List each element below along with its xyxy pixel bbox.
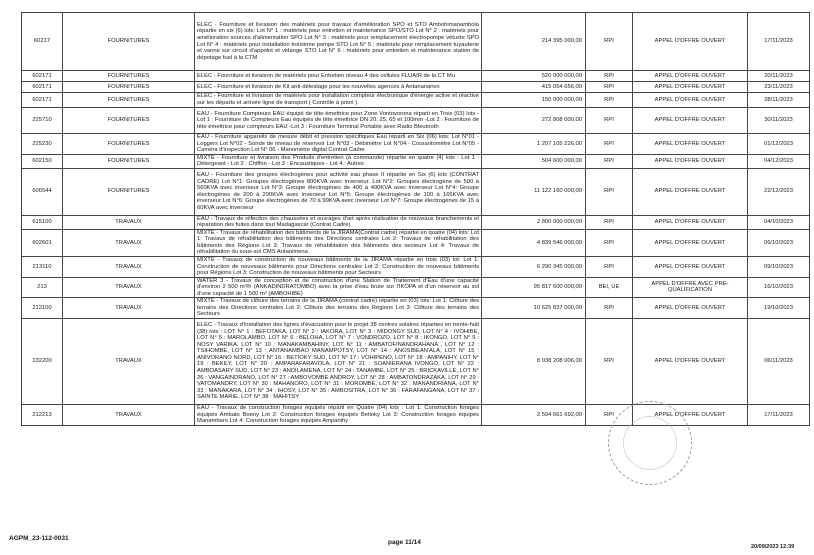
cell-category: TRAVAUX — [63, 215, 195, 229]
cell-amount: 2 800 000 000,00 — [482, 215, 586, 229]
cell-amount: 10 625 837 000,00 — [482, 298, 586, 319]
cell-procedure: APPEL D'OFFRE OUVERT — [633, 134, 748, 155]
cell-account-code: 606544 — [22, 168, 63, 215]
cell-funding-source: BEI, UE — [586, 277, 633, 298]
cell-procedure: APPEL D'OFFRE OUVERT — [633, 229, 748, 256]
table-row — [22, 108, 810, 134]
cell-date: 09/10/2023 — [748, 257, 810, 278]
cell-amount: 272 808 000,00 — [482, 108, 586, 134]
cell-description: ELEC - Fourniture et livraison de matériels pour Entretien niveau 4 des cellules FLUAIR de la CT Mu — [195, 71, 482, 82]
cell-account-code: 602601 — [22, 229, 63, 256]
cell-category: TRAVAUX — [63, 404, 195, 425]
cell-amount: 1 207 105 226,00 — [482, 134, 586, 155]
cell-amount: 8 038 208 006,00 — [482, 318, 586, 404]
cell-procedure: APPEL D'OFFRE OUVERT — [633, 257, 748, 278]
cell-account-code: 212100 — [22, 298, 63, 319]
cell-funding-source: RPI — [586, 298, 633, 319]
table-row — [22, 154, 810, 168]
cell-procedure: APPEL D'OFFRE OUVERT — [633, 318, 748, 404]
cell-date: 20/11/2023 — [748, 71, 810, 82]
cell-category: FOURNITURES — [63, 93, 195, 108]
cell-description: EAU - Fourniture Compteurs EAU équipé de tête émettrice pour Zone Vontovorona réparti en Trois (03) lots -Lot 1 : Fourniture de Compteurs Eau équipés de tête émettrice DN 20, 25, 65 et 100mm -Lot 2 : Fourniture de tête émettrice pour compteurs EAU -Lot 3 : Fourniture Terminal Portable avec Radio Bleutooth — [195, 108, 482, 134]
cell-funding-source: RPI — [586, 134, 633, 155]
cell-procedure: APPEL D'OFFRE OUVERT — [633, 215, 748, 229]
cell-account-code: 602171 — [22, 82, 63, 93]
cell-date: 19/10/2023 — [748, 298, 810, 319]
cell-account-code: 132200 — [22, 318, 63, 404]
cell-description: MIXTE - Travaux de réhabilitation des bâtiments de la JIRAMA(Contrat cadre) répartie en quatre (04) lots: Lot 1: Travaux de réhabilitation des bâtiments des Directions centrales Lot 2: Travaux de réhabilitation des bâtiments des Régions Lot 3: Travaux de réhabilitation des bâtiments des secteurs Lot 4: Travaux de réhabilitation du sous-sol CMS Antanimena — [195, 229, 482, 256]
cell-amount: 214 395 000,00 — [482, 13, 586, 71]
table-row — [22, 134, 810, 155]
cell-amount: 6 290 345 000,00 — [482, 257, 586, 278]
cell-funding-source: RPI — [586, 82, 633, 93]
cell-funding-source: RPI — [586, 229, 633, 256]
table-row — [22, 71, 810, 82]
cell-date: 04/10/2023 — [748, 215, 810, 229]
cell-procedure: APPEL D'OFFRE OUVERT — [633, 93, 748, 108]
cell-date: 04/12/2023 — [748, 154, 810, 168]
table-row — [22, 298, 810, 319]
table-row — [22, 13, 810, 71]
cell-amount: 504 600 000,00 — [482, 154, 586, 168]
cell-amount: 415 054 656,00 — [482, 82, 586, 93]
cell-date: 06/11/2023 — [748, 318, 810, 404]
cell-account-code: 602171 — [22, 71, 63, 82]
table-row — [22, 93, 810, 108]
cell-funding-source: RPI — [586, 93, 633, 108]
cell-category: TRAVAUX — [63, 229, 195, 256]
cell-category: TRAVAUX — [63, 298, 195, 319]
cell-date: 28/11/2023 — [748, 93, 810, 108]
cell-procedure: APPEL D'OFFRE OUVERT — [633, 108, 748, 134]
cell-amount: 95 817 600 000,00 — [482, 277, 586, 298]
document-reference: AGPM_23-112-0031 — [9, 535, 69, 542]
cell-procedure: APPEL D'OFFRE OUVERT — [633, 168, 748, 215]
cell-procedure: APPEL D'OFFRE AVEC PRE-QUALIFICATION — [633, 277, 748, 298]
cell-category: FOURNITURES — [63, 154, 195, 168]
cell-description: ELEC - Fourniture et livraison de Kit anti-délestage pour les nouvelles agences à Antananarivo — [195, 82, 482, 93]
cell-description: EAU - Fourniture des groupes électrogènes pour activité eau phase II répartie en Six (6) lots (CONTRAT CADRE) Lot N°1: Groupes électrogènes 800KVA avec inverseur. Lot N°2: Groupes électrogène de 500 à 560KVA avec inverseur Lot N°3: Groupe électrogènes de 400 à 490KVA avec inverseur Lot N°4: Groupe électrogènes de 200 à 290KVA avec inverseur Lot N°5: Groupe électrogènes de 100 à 165KVA avec inverseur Lot N°6: Groupe électrogènes de 70 à 99KVA avec inverseur Lot N°7: Groupe électrogènes de 15 à 60KVA avec inverseur — [195, 168, 482, 215]
cell-description: EAU - Fourniture appareils de mesure débit et pression spécifiques Eau réparti en Six (06) lots: Lot N°01 - Loggers Lot N°02 - Sonde de niveau de réservoir Lot N°03 - Débimètre Lot N°04 - Courantomètre Lot N°05 - Caméra d'inspection Lot N° 06 - Manomètre digital Contrat Cadre — [195, 134, 482, 155]
cell-category: FOURNITURES — [63, 71, 195, 82]
cell-funding-source: RPI — [586, 71, 633, 82]
cell-account-code: 213110 — [22, 257, 63, 278]
cell-description: EAU - Travaux de réfection des chaussées et ouvrages d'art après réalisation de nouveaux branchements et réparation des fuites dans tout Madagascar (Contrat Cadre) — [195, 215, 482, 229]
cell-category: FOURNITURES — [63, 134, 195, 155]
cell-description: MIXTE - Fourniture et livraison des Produits d'entretien (à commande) répartie en quatre (4) lots : Lot 1 : Détergeant - Lot 2 : Chiffon - Lot 3 : Encaustiques - Lot 4 : Autres — [195, 154, 482, 168]
cell-amount: 11 122 160 000,00 — [482, 168, 586, 215]
procurement-table — [21, 12, 810, 426]
print-datetime: 20/09/2023 12:39 — [751, 544, 795, 550]
cell-funding-source: RPI — [586, 257, 633, 278]
cell-category: FOURNITURES — [63, 13, 195, 71]
cell-funding-source: RPI — [586, 168, 633, 215]
cell-funding-source: RPI — [586, 404, 633, 425]
cell-category: TRAVAUX — [63, 318, 195, 404]
table-row — [22, 82, 810, 93]
cell-procedure: APPEL D'OFFRE OUVERT — [633, 82, 748, 93]
table-row — [22, 404, 810, 425]
cell-funding-source: RPI — [586, 154, 633, 168]
cell-date: 22/12/2023 — [748, 168, 810, 215]
cell-funding-source: RPI — [586, 318, 633, 404]
cell-date: 16/10/2023 — [748, 277, 810, 298]
cell-account-code: 602150 — [22, 154, 63, 168]
cell-date: 06/10/2023 — [748, 229, 810, 256]
table-row — [22, 229, 810, 256]
cell-procedure: APPEL D'OFFRE OUVERT — [633, 154, 748, 168]
cell-account-code: 225710 — [22, 108, 63, 134]
cell-account-code: 212213 — [22, 404, 63, 425]
cell-procedure: APPEL D'OFFRE OUVERT — [633, 13, 748, 71]
cell-description: EAU - Travaux de construction forages équipés réparti en Quatre (04) lots : Lot 1: Construction forages équipés Ambato Boeny Lot 2: Construction forages équipés Betioky Lot 3: Construction forages équipés Manambaro Lot 4: Construction forages équipés Ampanihy — [195, 404, 482, 425]
cell-account-code: 225230 — [22, 134, 63, 155]
cell-description: WATER 3 - Travaux de conception et de construction d'une Station de Traitement d'Eau d'une capacité d'environ 2 500 m³/h (ANKADINDRATOMBO) avec la prise d'eau brute sur l'IKOPA et d'un réservoir au sol d'une capacité de 1 500 m³ (AMBOHIBE) — [195, 277, 482, 298]
cell-category: TRAVAUX — [63, 257, 195, 278]
cell-funding-source: RPI — [586, 215, 633, 229]
cell-category: FOURNITURES — [63, 82, 195, 93]
cell-date: 30/11/2023 — [748, 108, 810, 134]
table-row — [22, 318, 810, 404]
cell-account-code: 602171 — [22, 93, 63, 108]
cell-description: MIXTE - Travaux de clôture des terrains de la JIRAMA (contrat cadre) répartie en (03) lots: Lot 1: Clôture des terrains des Directions centrales Lot 2: Clôture des terrains des Régions Lot 3: Clôture des terrains des Secteurs — [195, 298, 482, 319]
cell-amount: 4 839 546 000,00 — [482, 229, 586, 256]
cell-amount: 2 594 661 692,00 — [482, 404, 586, 425]
cell-amount: 150 000 000,00 — [482, 93, 586, 108]
cell-date: 23/11/2023 — [748, 82, 810, 93]
cell-description: ELEC - Fourniture et livraison de matériels pour installation compteur électronique d'énergie active et réactive sur les départs et arrivée ligne de transport ( Contrôle à priori ). — [195, 93, 482, 108]
table-row — [22, 257, 810, 278]
table-row — [22, 215, 810, 229]
procurement-table-body — [22, 13, 810, 426]
page-number: page 11/14 — [388, 539, 421, 546]
cell-description: ELEC - Fourniture et livraison des matériels pour travaux d'amélioration SPO et STO Ambohimanambola répartie en six (6) lots: Lot N° 1 : matériels pour entretien et maintenance SPO/STO Lot N° 2 : matériels pour amélioration sources d'alimentation SPO Lot N° 3 : matériels pour remplacement électropompe vétuste SPO Lot N° 4 : matériels pour installation troisième pompe STO Lot N° 5 : matériels pour remplacement tuyauterie et vanne sur circuit d'appoint et vidange STO Lot N° 6 : matériels pour entretien et maintenance station de dépotage fuel à la CTM — [195, 13, 482, 71]
cell-category: TRAVAUX — [63, 277, 195, 298]
stamp-seal — [608, 401, 692, 485]
cell-category: FOURNITURES — [63, 168, 195, 215]
cell-procedure: APPEL D'OFFRE OUVERT — [633, 404, 748, 425]
table-row — [22, 277, 810, 298]
cell-account-code: 213 — [22, 277, 63, 298]
table-row — [22, 168, 810, 215]
cell-funding-source: RPI — [586, 13, 633, 71]
cell-category: FOURNITURES — [63, 108, 195, 134]
cell-date: 17/11/2023 — [748, 13, 810, 71]
cell-description: MIXTE - Travaux de construction de nouveaux bâtiments de la JIRAMA répartie en trois (03) lot: Lot 1: Construction de nouveaux bâtiments pour Directions centrales Lot 2: Construction de nouveaux bâtiments pour Régions Lot 3: Construction de nouveaux bâtiments pour Secteurs — [195, 257, 482, 278]
cell-date: 17/11/2023 — [748, 404, 810, 425]
cell-description: ELEC - Travaux d'installation des lignes d'évacuation pour le projet 38 centres solaires réparties en trente-huit (38) lots : LOT N° 1 : BEFOTAKA, LOT N° 2 : IAKORA, LOT N° 3 : MIDONGY SUD, LOT N° 4 : IVOHIBE, LOT N° 5 : MAROLAMBO, LOT N° 6 : BELOHA, LOT N° 7 : VONDROZO, LOT N° 8 : IKONGO, LOT N° 9 : NOSY VARIKA, LOT N° 10 : MANAKAMBAHINY, LOT N° 11 : AMBATOFINANDRAHANA , LOT N° 12 : TSIHOMBE, LOT N° 13 : ANTANAMBAO MANAMPOTSY, LOT N° 14 : ANOSIBEAN'ALA, LOT N° 15 : ANIVORANO NORD, LOT N° 16 : BETIOKY SUD, LOT N° 17 : VOHIPENO, LOT N° 18 : AMPANIHY, LOT N° 19 : BEKILY, LOT N° 20 : AMPARAFARAVOLA, LOT N° 21 : SOANIERANA IVONGO, LOT N° 22 : AMBOASARY SUD, LOT N° 23 : ANDILAMENA, LOT N° 24 : TANAMBE, LOT N° 25 : BRICKAVILLE, LOT N° 26 : VANGAINDRANO, LOT N° 27 : AMBOVOMBE ANDROY, LOT N° 28 : AMBATONDRAZAKA, LOT N° 29 : VATOMANDRY, LOT N° 30 : MAHANORO, LOT N° 31 : MOROMBE, LOT N° 32 : MANANDRIANA, LOT N° 33 : MANAKARA, LOT N° 34 : IHOSY, LOT N° 35 : AMBOSITRA, LOT N° 36 : FARAFANGANA, LOT N° 37 : SAINTE MARIE, LOT N° 38 : MAHITSY — [195, 318, 482, 404]
cell-date: 01/12/2023 — [748, 134, 810, 155]
cell-funding-source: RPI — [586, 108, 633, 134]
cell-procedure: APPEL D'OFFRE OUVERT — [633, 71, 748, 82]
cell-account-code: 615100 — [22, 215, 63, 229]
cell-account-code: 60217 — [22, 13, 63, 71]
cell-amount: 520 000 000,00 — [482, 71, 586, 82]
cell-procedure: APPEL D'OFFRE OUVERT — [633, 298, 748, 319]
